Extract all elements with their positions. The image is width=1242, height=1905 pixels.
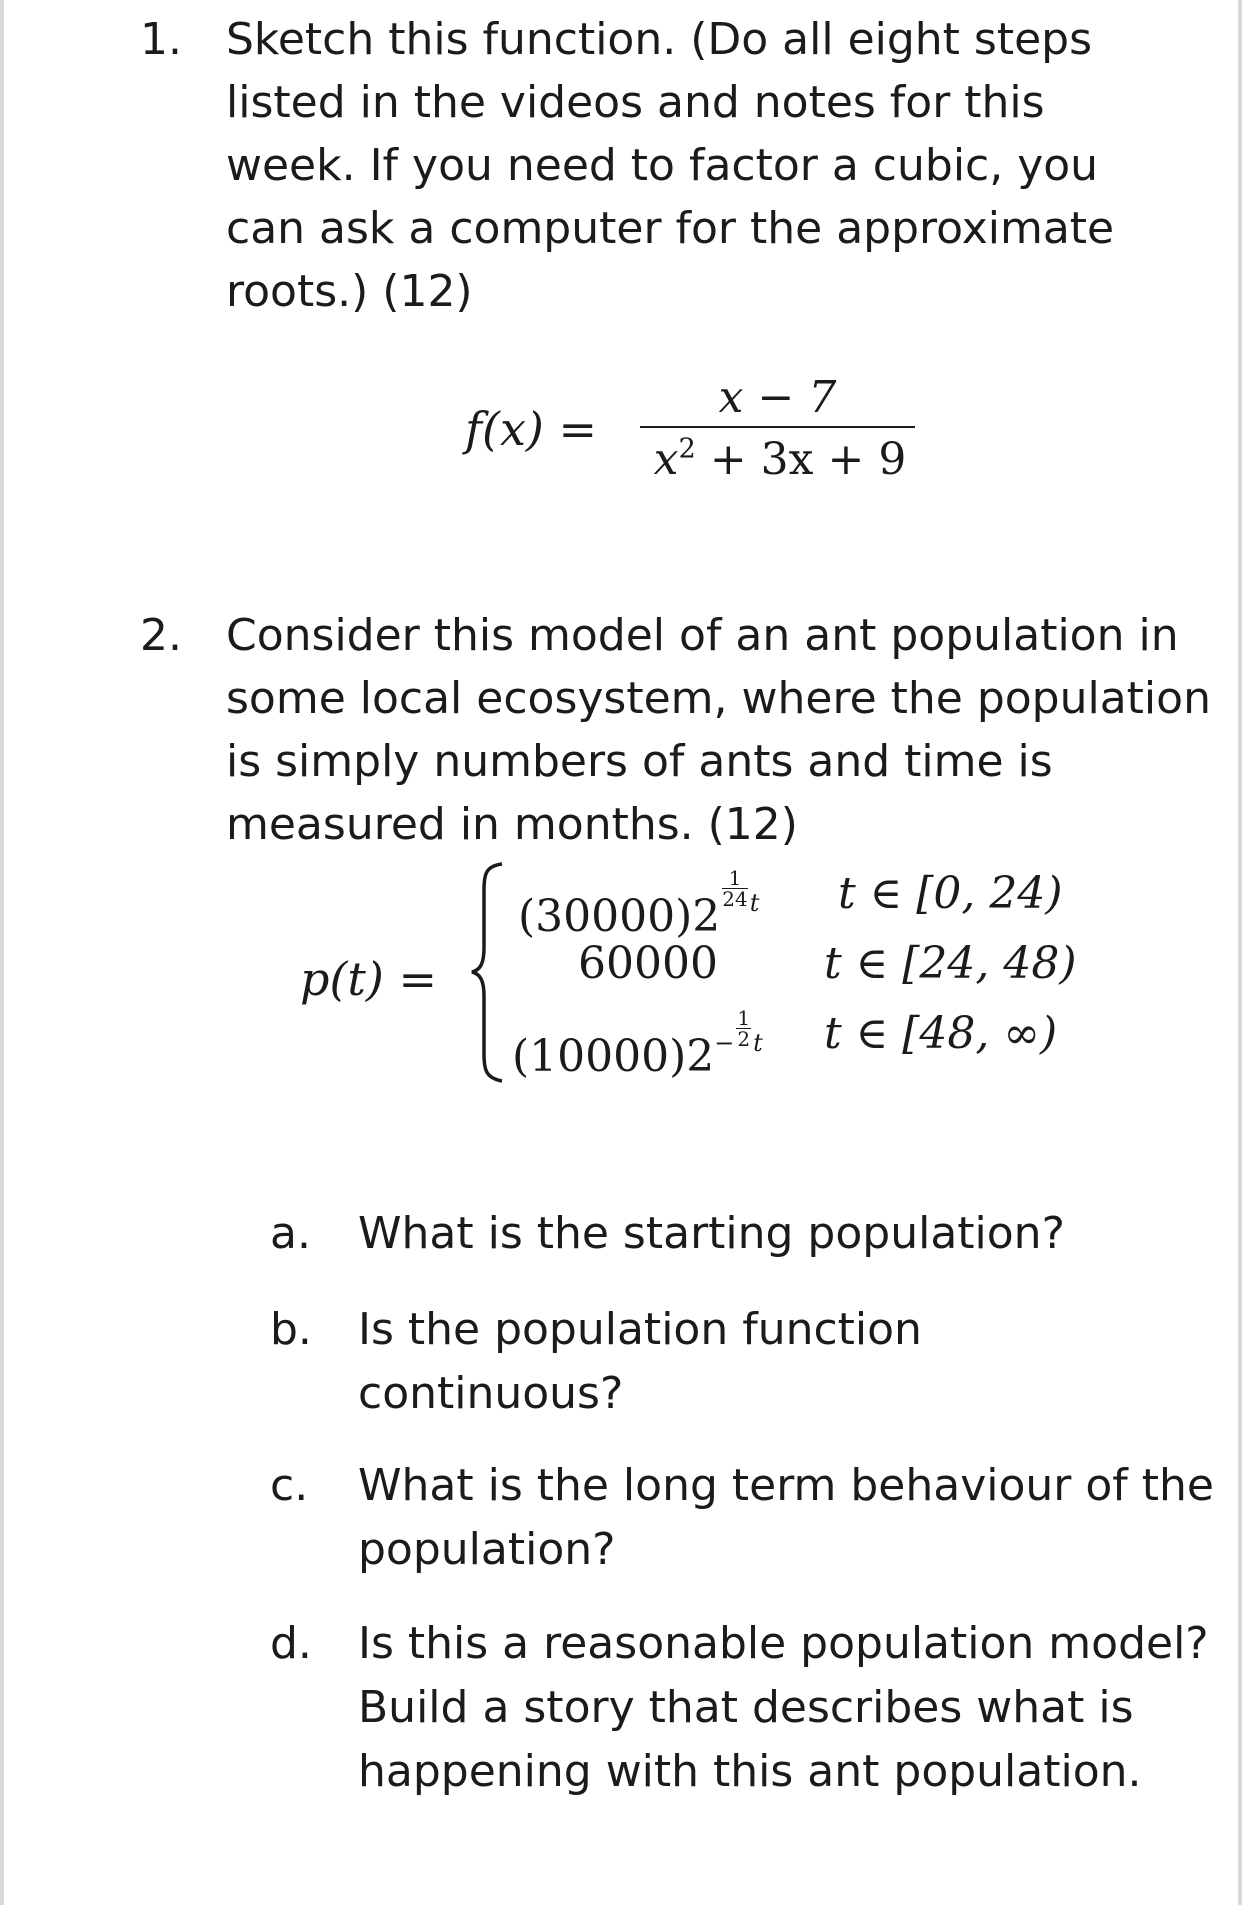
p-lhs: p(t) = [300,952,437,1006]
piece-2-domain: t ∈ [24, 48) [824,938,1077,989]
piecewise-p-formula [300,860,1100,1090]
piece-1-expression: (30000)2 $\frac{1}{24}$ $^t$ [518,866,760,942]
f-denominator [640,434,920,485]
question-2-text: Consider this model of an ant population in some local ecosystem, where the population is simply numbers of ants and time is measured in months. (12) [226,610,1211,850]
f-numerator: x − 7 [718,372,837,423]
question-2-number: 2. [140,610,182,661]
piece-1-domain: t ∈ [0, 24) [838,868,1063,919]
f-den-rest: + 3x + 9 [695,434,907,485]
left-brace-icon [468,860,508,1085]
subquestion-b-text: Is the population function continuous? [358,1304,922,1419]
subquestion-d-text: Is this a reasonable population model? Build a story that describes what is happening with this ant population. [358,1618,1209,1797]
subquestion-d-label: d. [270,1618,312,1669]
fraction-bar [640,426,915,428]
question-1-number: 1. [140,14,182,65]
subquestion-a-text: What is the starting population? [358,1208,1065,1259]
piece-3-expression: (10000)2− $\frac{1}{2}$ $^t$ [512,1006,763,1082]
piece-1-exponent-fraction: $\frac{1}{24}$ [722,866,748,911]
subquestion-b-label: b. [270,1304,312,1355]
page-right-border [1238,0,1242,1905]
subquestion-a-label: a. [270,1208,311,1259]
f-den-exponent: 2 [678,433,696,465]
piece-2-value: 60000 [578,938,718,989]
f-lhs: f(x) = [465,402,598,456]
subquestion-c-text: What is the long term behaviour of the population? [358,1460,1214,1575]
question-1-text: Sketch this function. (Do all eight steps listed in the videos and notes for this week. If you need to factor a cubic, you can ask a computer for the approximate roots.) (12) [226,14,1115,317]
subquestion-c-label: c. [270,1460,309,1511]
piece-3-exponent-fraction: $\frac{1}{2}$ [737,1006,751,1051]
f-den-x: x [653,434,679,485]
piece-3-domain: t ∈ [48, ∞) [824,1008,1058,1059]
page-left-border [0,0,4,1905]
